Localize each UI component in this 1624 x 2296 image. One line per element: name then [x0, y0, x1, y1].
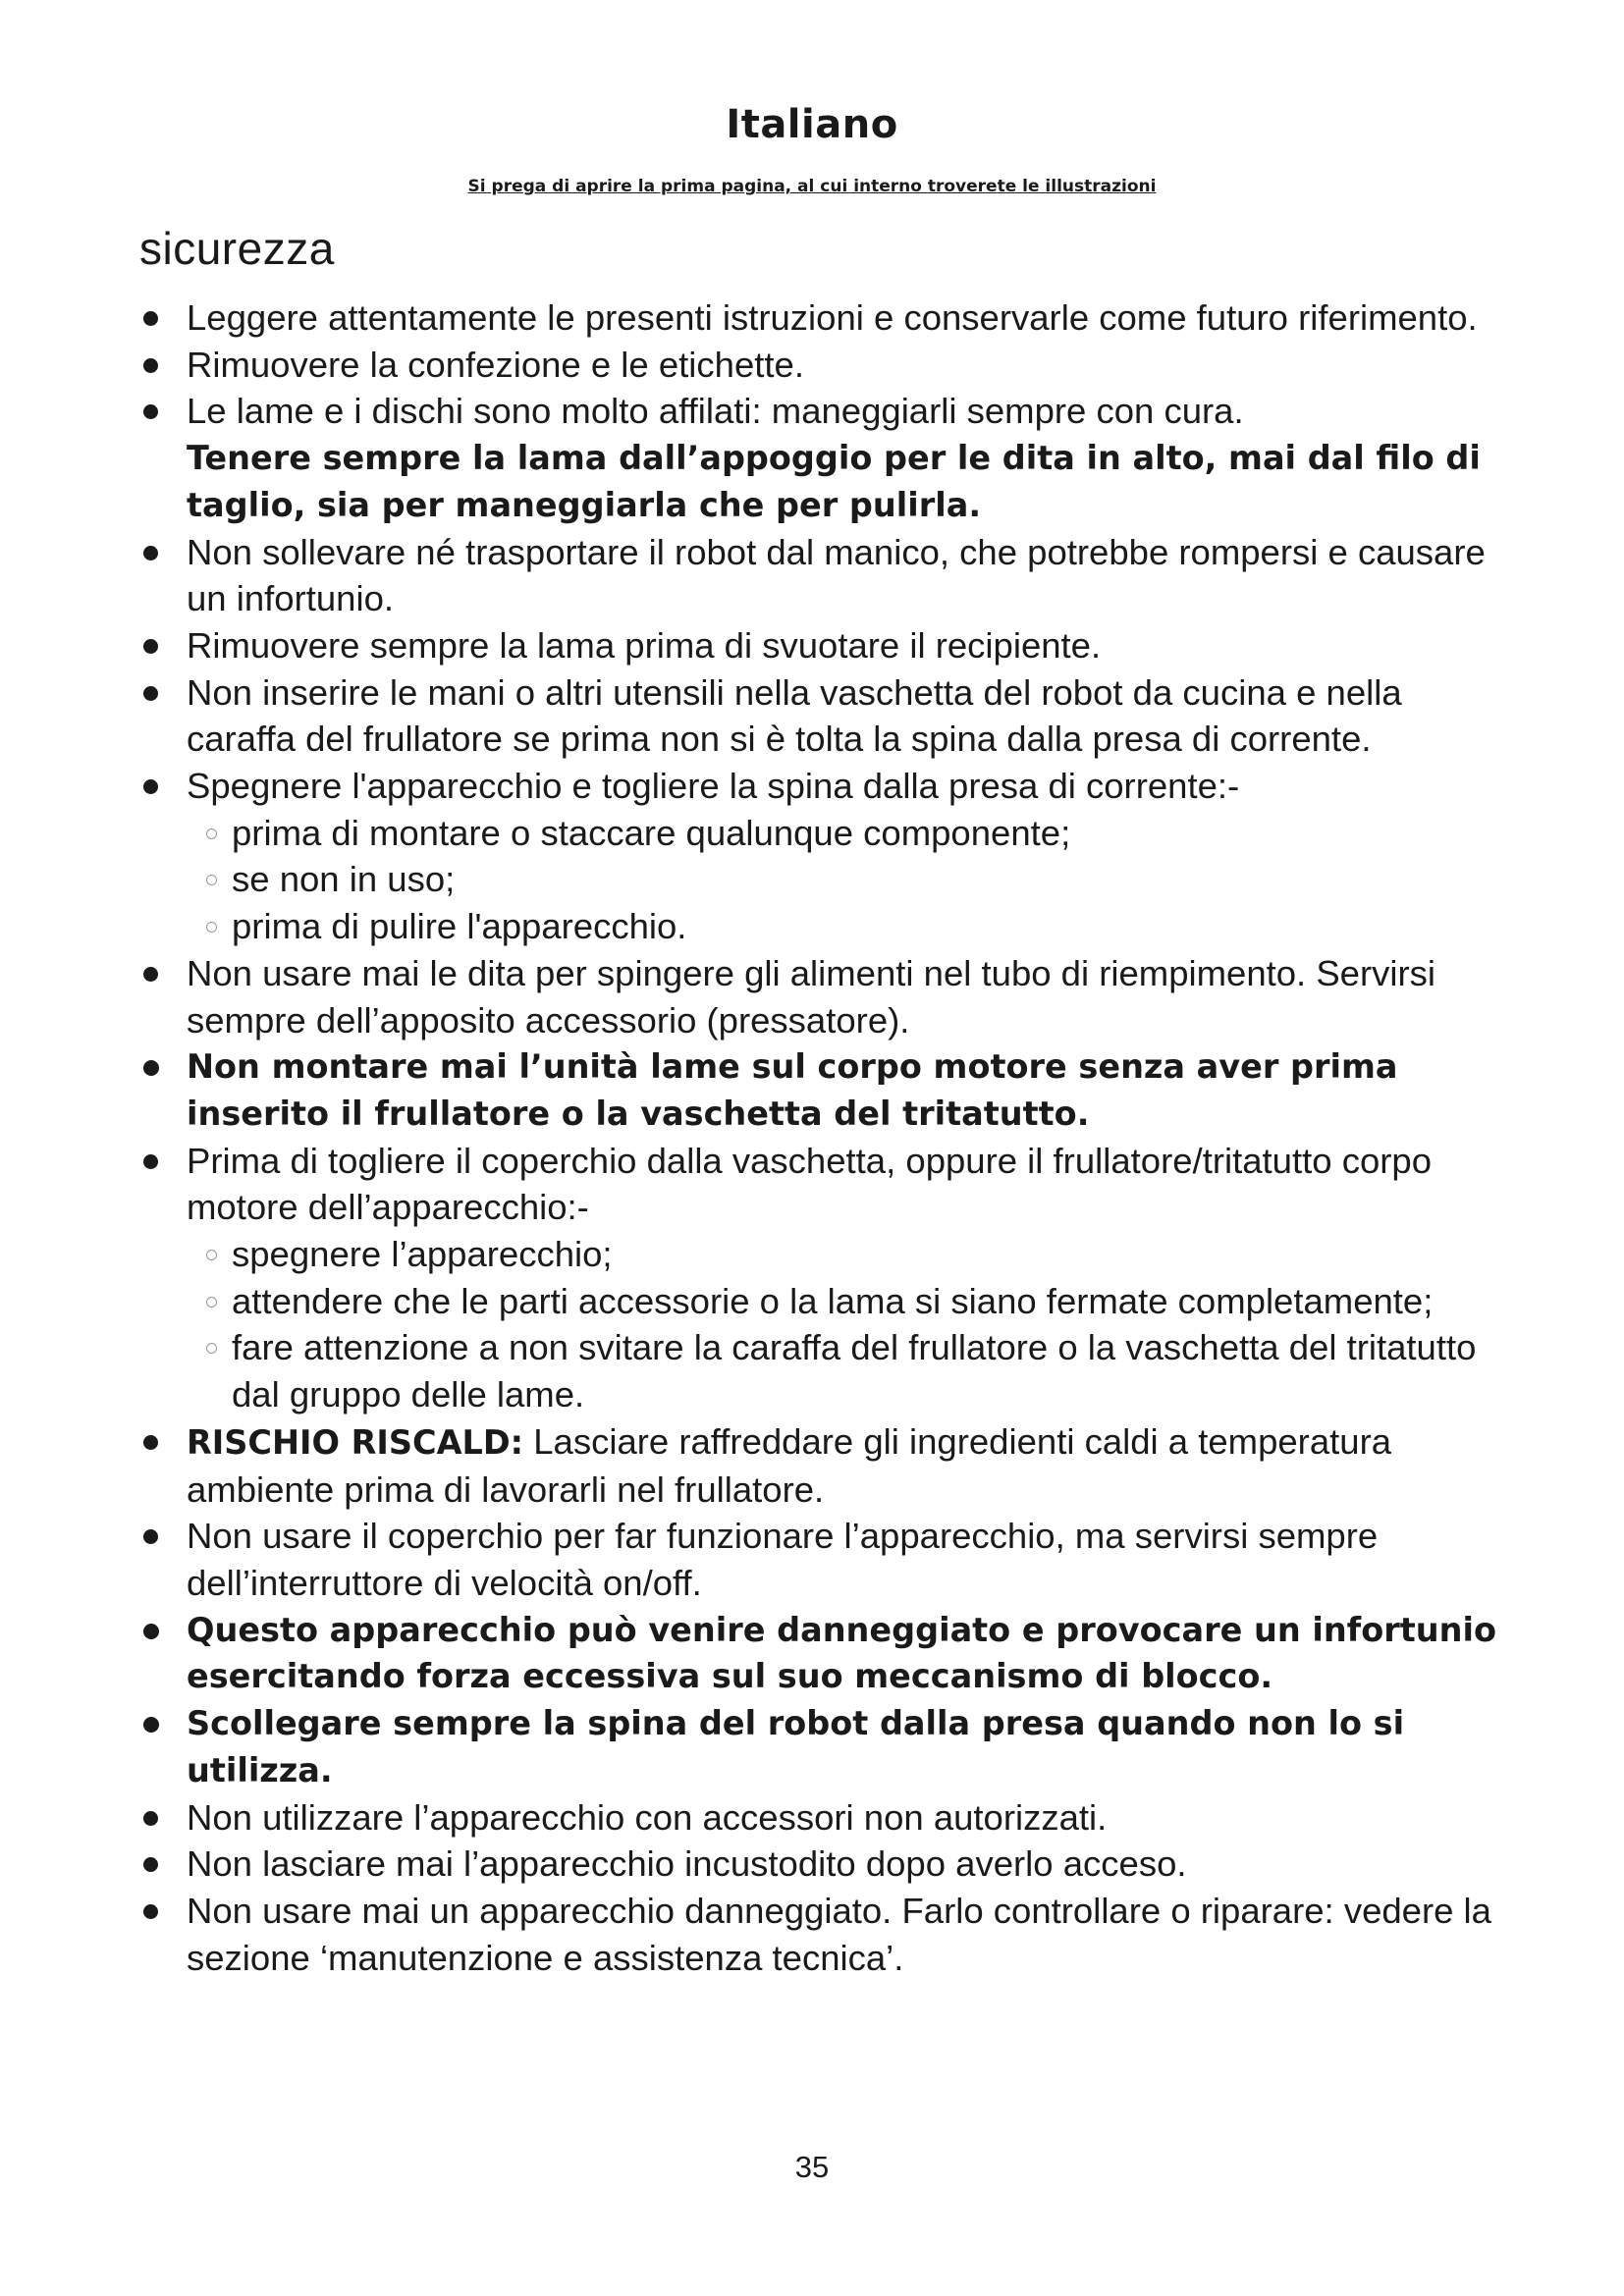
list-item-emphasis: Tenere sempre la lama dall’appoggio per le dita in alto, mai dal filo di taglio, sia per maneggiarla che per pulirla.	[187, 439, 1481, 524]
list-item	[139, 1700, 1514, 1793]
list-item	[139, 1513, 1514, 1606]
sub-list-item: prima di montare o staccare qualunque componente;	[187, 810, 1514, 857]
list-item-text: Leggere attentamente le presenti istruzioni e conservarle come futuro riferimento.	[187, 297, 1478, 338]
sub-list-item: fare attenzione a non svitare la caraffa del frullatore o la vaschetta del tritatutto dal gruppo delle lame.	[187, 1324, 1514, 1417]
list-item-text: Questo apparecchio può venire danneggiato e provocare un infortunio esercitando forza eccessiva sul suo meccanismo di blocco.	[187, 1610, 1496, 1696]
list-item	[139, 1043, 1514, 1137]
list-item	[139, 669, 1514, 763]
list-item-text: Rimuovere la confezione e le etichette.	[187, 344, 804, 385]
list-item	[139, 529, 1514, 622]
sub-list-item: se non in uso;	[187, 856, 1514, 903]
sub-list-item: spegnere l’apparecchio;	[187, 1231, 1514, 1278]
warning-label: RISCHIO RISCALD:	[187, 1422, 524, 1462]
list-item	[139, 1794, 1514, 1842]
list-item-text: Non lasciare mai l’apparecchio incustodito dopo averlo acceso.	[187, 1843, 1187, 1885]
list-item	[139, 1607, 1514, 1700]
list-item-text: Scollegare sempre la spina del robot dalla presa quando non lo si utilizza.	[187, 1704, 1405, 1789]
sub-list	[187, 1231, 1514, 1418]
page-number: 35	[794, 2150, 830, 2184]
list-item	[139, 1888, 1514, 1981]
list-item	[139, 388, 1514, 528]
sub-list-item: prima di pulire l'apparecchio.	[187, 903, 1514, 950]
list-item-text: Non montare mai l’unità lame sul corpo motore senza aver prima inserito il frullatore o la vaschetta del tritatutto.	[187, 1047, 1398, 1133]
list-item-text: Lasciare raffreddare gli ingredienti caldi a temperatura ambiente prima di lavorarli nel frullatore.	[187, 1420, 1392, 1510]
list-item	[139, 342, 1514, 389]
section-heading: sicurezza	[139, 223, 335, 274]
list-item-text: Non utilizzare l’apparecchio con accessori non autorizzati.	[187, 1796, 1108, 1838]
list-item-text: Non sollevare né trasportare il robot dal manico, che potrebbe rompersi e causare un infortunio.	[187, 531, 1486, 619]
list-item-text: Non usare mai le dita per spingere gli alimenti nel tubo di riempimento. Servirsi sempre dell’apposito accessorio (pressatore).	[187, 952, 1436, 1041]
sub-list	[187, 810, 1514, 950]
list-item	[139, 950, 1514, 1043]
list-item	[139, 1418, 1514, 1513]
safety-list	[139, 294, 1514, 1981]
list-item-text: Prima di togliere il coperchio dalla vaschetta, oppure il frullatore/tritatutto corpo motore dell’apparecchio:-	[187, 1140, 1433, 1228]
list-item	[139, 294, 1514, 342]
list-item-text: Le lame e i dischi sono molto affilati: maneggiarli sempre con cura.	[187, 391, 1244, 432]
list-item-text: Non usare mai un apparecchio danneggiato. Farlo controllare o riparare: vedere la sezione ‘manutenzione e assistenza tecnica’.	[187, 1890, 1491, 1978]
list-item-text: Spegnere l'apparecchio e togliere la spina dalla presa di corrente:-	[187, 766, 1240, 807]
illustrations-note: Si prega di aprire la prima pagina, al cui interno troverete le illustrazioni	[467, 177, 1157, 196]
list-item	[139, 763, 1514, 950]
list-item-text: Non usare il coperchio per far funzionare l’apparecchio, ma servirsi sempre dell’interruttore di velocità on/off.	[187, 1516, 1379, 1603]
sub-list-item: attendere che le parti accessorie o la lama si siano fermate completamente;	[187, 1278, 1514, 1325]
list-item	[139, 1841, 1514, 1888]
list-item	[139, 1138, 1514, 1418]
page-title: Italiano	[726, 102, 898, 147]
list-item-text: Rimuovere sempre la lama prima di svuotare il recipiente.	[187, 624, 1102, 666]
list-item-text: Non inserire le mani o altri utensili nella vaschetta del robot da cucina e nella caraffa del frullatore se prima non si è tolta la spina dalla presa di corrente.	[187, 671, 1402, 760]
list-item	[139, 622, 1514, 669]
